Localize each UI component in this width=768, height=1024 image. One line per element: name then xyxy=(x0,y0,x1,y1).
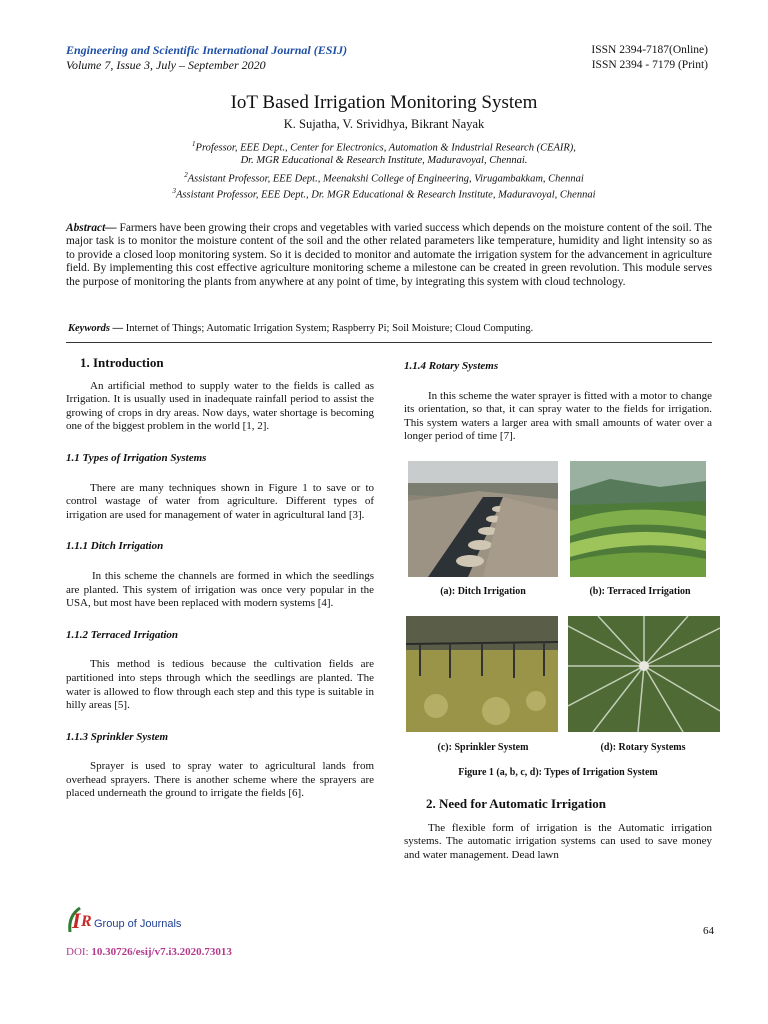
issn-online: ISSN 2394-7187(Online) xyxy=(591,44,708,56)
abstract-text: Farmers have been growing their crops and vegetables with varied success which depends on the moisture content of the soil. The major task is to monitor the moisture content of the soil and the other related parameters like temperature, humidity and light intensity so as to provide a closed loop monitoring system. So it is decided to monitor and automate the irrigation system for the advancement in agriculture field. By implementing this cost effective agriculture monitoring scheme a milestone can be created in green revolution. This module serves the purpose of monitoring the plants from anywhere at any point of time, by integrating this system with cloud technology. xyxy=(66,222,712,288)
affiliation-2: $^2$Assistant Professor, EEE Dept., Meenakshi College of Engineering, Virugambakkam, Chennai xyxy=(184,171,584,185)
terraced-text: This method is tedious because the cultivation fields are partitioned into steps through which the seedlings are planted. The water is allowed to flow through each step and this type is suitable in hilly areas [5]. xyxy=(66,658,374,712)
journal-issue: Volume 7, Issue 3, July – September 2020 xyxy=(66,58,266,72)
figure-caption: Figure 1 (a, b, c, d): Types of Irrigation System xyxy=(458,767,658,778)
left-column xyxy=(66,356,374,801)
caption-a: (a): Ditch Irrigation xyxy=(440,586,526,597)
types-text: There are many techniques shown in Figure 1 to save or to control wastage of water from agriculture. Different types of irrigation are used for management of water in agricultural land [3]. xyxy=(66,481,374,521)
doi-link[interactable]: 10.30726/esij/v7.i3.2020.73013 xyxy=(91,946,232,958)
paper-title: IoT Based Irrigation Monitoring System xyxy=(230,92,538,113)
affiliation-1: $^1$Professor, EEE Dept., Center for Electronics, Automation & Industrial Research (CEAIR), xyxy=(192,140,576,154)
affiliation-1-cont: Dr. MGR Educational & Research Institute, Maduravoyal, Chennai. xyxy=(240,155,528,166)
ditch-heading: 1.1.1 Ditch Irrigation xyxy=(66,540,164,553)
rotary-heading: 1.1.4 Rotary Systems xyxy=(404,360,499,372)
keywords-label: Keywords — xyxy=(68,323,124,334)
caption-c: (c): Sprinkler System xyxy=(437,742,529,753)
section-divider xyxy=(66,342,712,343)
sprinkler-system-image xyxy=(406,616,558,732)
svg-text:R: R xyxy=(81,913,92,930)
abstract-label: Abstract— xyxy=(66,222,117,234)
need-heading: 2. Need for Automatic Irrigation xyxy=(426,796,606,811)
page-number: 64 xyxy=(703,925,714,937)
terraced-heading: 1.1.2 Terraced Irrigation xyxy=(66,628,179,641)
keywords-text: Internet of Things; Automatic Irrigation System; Raspberry Pi; Soil Moisture; Cloud Computing. xyxy=(123,323,534,334)
caption-d: (d): Rotary Systems xyxy=(600,742,686,753)
types-heading: 1.1 Types of Irrigation Systems xyxy=(66,451,207,464)
affiliation-3: $^3$Assistant Professor, EEE Dept., Dr. MGR Educational & Research Institute, Maduravoyal, Chennai xyxy=(172,187,596,201)
intro-text: An artificial method to supply water to the fields is called as Irrigation. It is usually used in inadequate rainfall period to assist the growing of crops in dry areas. Now days, water shortage is becoming one of the biggest problem in the world [1, 2]. xyxy=(66,379,374,433)
doi[interactable] xyxy=(66,946,232,958)
doi-label: DOI: xyxy=(66,946,92,958)
ditch-text: In this scheme the channels are formed in which the seedlings are planted. This system of irrigation was once very popular in the USA, but most have been replaced with modern systems [4]. xyxy=(66,569,374,610)
need-text: The flexible form of irrigation is the Automatic irrigation systems. The automatic irrigation systems can used to save money and water management. Dead lawn xyxy=(404,821,712,861)
svg-text:I: I xyxy=(72,908,81,933)
issn-print: ISSN 2394 - 7179 (Print) xyxy=(591,59,708,71)
publisher-logo xyxy=(66,902,206,938)
keywords xyxy=(68,322,533,335)
sprinkler-heading: 1.1.3 Sprinkler System xyxy=(66,730,169,743)
authors: K. Sujatha, V. Srividhya, Bikrant Nayak xyxy=(283,117,485,131)
journal-name: Engineering and Scientific International Journal (ESIJ) xyxy=(66,43,348,57)
caption-b: (b): Terraced Irrigation xyxy=(589,586,691,597)
intro-heading: 1. Introduction xyxy=(80,355,164,370)
sprinkler-text: Sprayer is used to spray water to agricultural lands from overhead sprayers. There is another scheme where the sprayers are placed underneath the ground to irrigate the fields [6]. xyxy=(66,760,374,800)
right-column-top xyxy=(404,360,712,444)
ditch-irrigation-image xyxy=(408,461,558,577)
rotary-text: In this scheme the water sprayer is fitted with a motor to change its orientation, so that, it can spray water to the fields for irrigation. This system waters a larger area with small amounts of water over a longer period of time [7]. xyxy=(404,389,712,443)
logo-text: Group of Journals xyxy=(94,918,182,930)
right-column-bottom xyxy=(404,797,712,862)
terraced-irrigation-image xyxy=(570,461,706,577)
abstract xyxy=(66,222,712,289)
rotary-systems-image xyxy=(568,616,720,732)
